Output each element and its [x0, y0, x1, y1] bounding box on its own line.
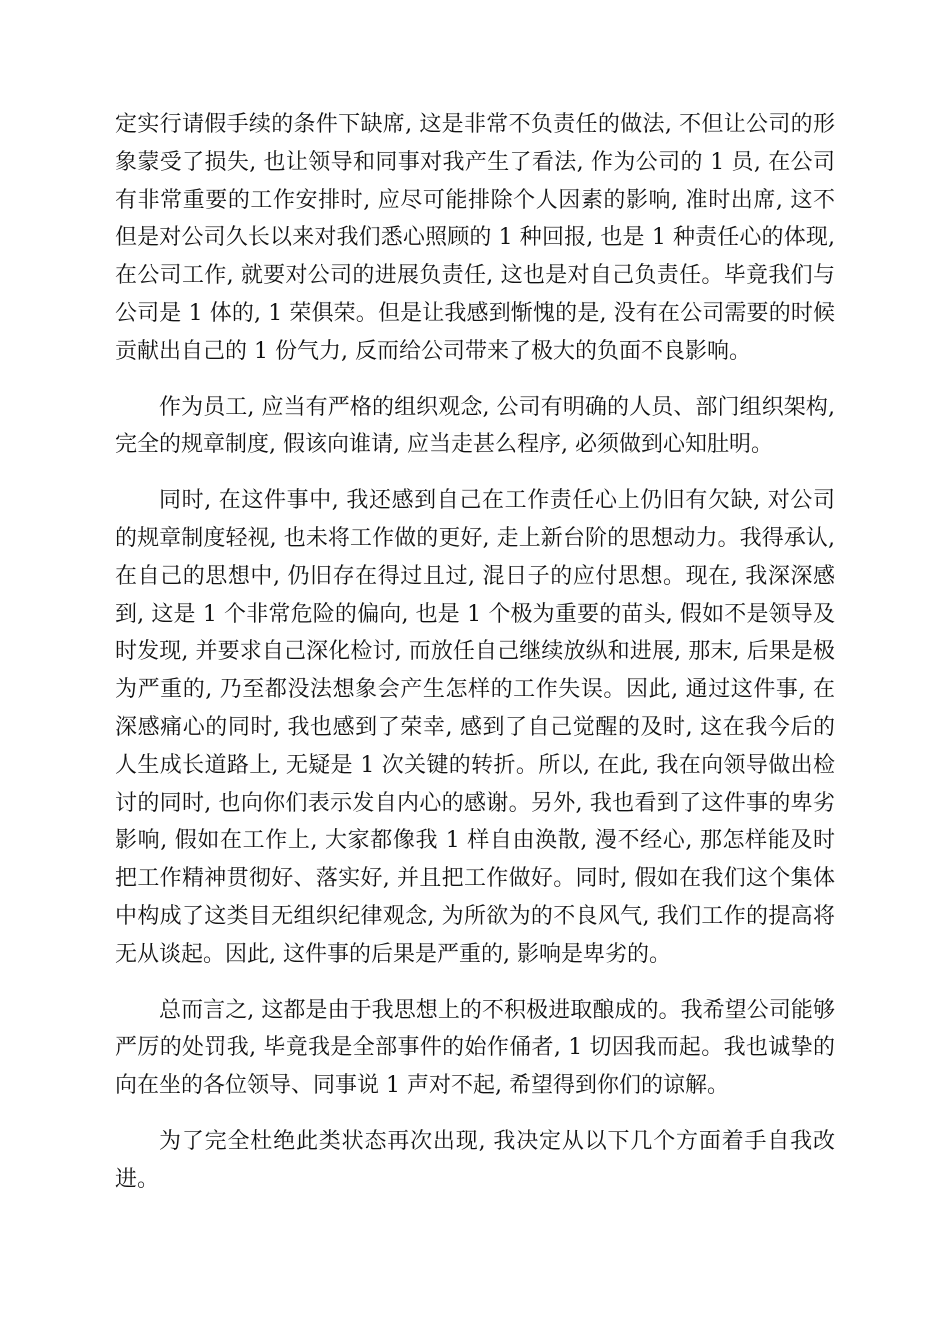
paragraph-3: 同时, 在这件事中, 我还感到自己在工作责任心上仍旧有欠缺, 对公司的规章制度轻视, 也未将工作做的更好, 走上新台阶的思想动力。我得承认, 在自己的思想中, 仍旧存在得过且过, 混日子的应付思想。现在, 我深深感到, 这是 1 个非常危险的偏向, 也是 1 个极为重要的苗头, 假如不是领导及时发现, 并要求自己深化检讨, 而放任自己继续放纵和进展, 那末, 后果是极为严重的, 乃至都没法想象会产生怎样的工作失误。因此, 通过这件事, 在深感痛心的同时, 我也感到了荣幸, 感到了自己觉醒的及时, 这在我今后的人生成长道路上, 无疑是 1 次关键的转折。所以, 在此, 我在向领导做出检讨的同时, 也向你们表示发自内心的感谢。另外, 我也看到了这件事的卑劣影响, 假如在工作上, 大家都像我 1 样自由涣散, 漫不经心, 那怎样能及时把工作精神贯彻好、落实好, 并且把工作做好。同时, 假如在我们这个集体中构成了这类目无组织纪律观念, 为所欲为的不良风气, 我们工作的提高将无从谈起。因此, 这件事的后果是严重的, 影响是卑劣的。: [115, 488, 835, 967]
paragraph-1: 定实行请假手续的条件下缺席, 这是非常不负责任的做法, 不但让公司的形象蒙受了损失, 也让领导和同事对我产生了看法, 作为公司的 1 员, 在公司有非常重要的工作安排时, 应尽可能排除个人因素的影响, 准时出席, 这不但是对公司久长以来对我们悉心照顾的 1 种回报, 也是 1 种责任心的体现, 在公司工作, 就要对公司的进展负责任, 这也是对自己负责任。毕竟我们与公司是 1 体的, 1 荣俱荣。但是让我感到惭愧的是, 没有在公司需要的时候贡献出自己的 1 份气力, 反而给公司带来了极大的负面不良影响。: [115, 112, 835, 364]
paragraph-2: 作为员工, 应当有严格的组织观念, 公司有明确的人员、部门组织架构, 完全的规章制度, 假该向谁请, 应当走甚么程序, 必须做到心知肚明。: [115, 394, 835, 458]
paragraph-5: 为了完全杜绝此类状态再次出现, 我决定从以下几个方面着手自我改进。: [115, 1128, 835, 1192]
document-body: [115, 106, 835, 1199]
paragraph-4: 总而言之, 这都是由于我思想上的不积极进取酿成的。我希望公司能够严厉的处罚我, 毕竟我是全部事件的始作俑者, 1 切因我而起。我也诚挚的向在坐的各位领导、同事说 1 声对不起, 希望得到你们的谅解。: [115, 997, 835, 1099]
